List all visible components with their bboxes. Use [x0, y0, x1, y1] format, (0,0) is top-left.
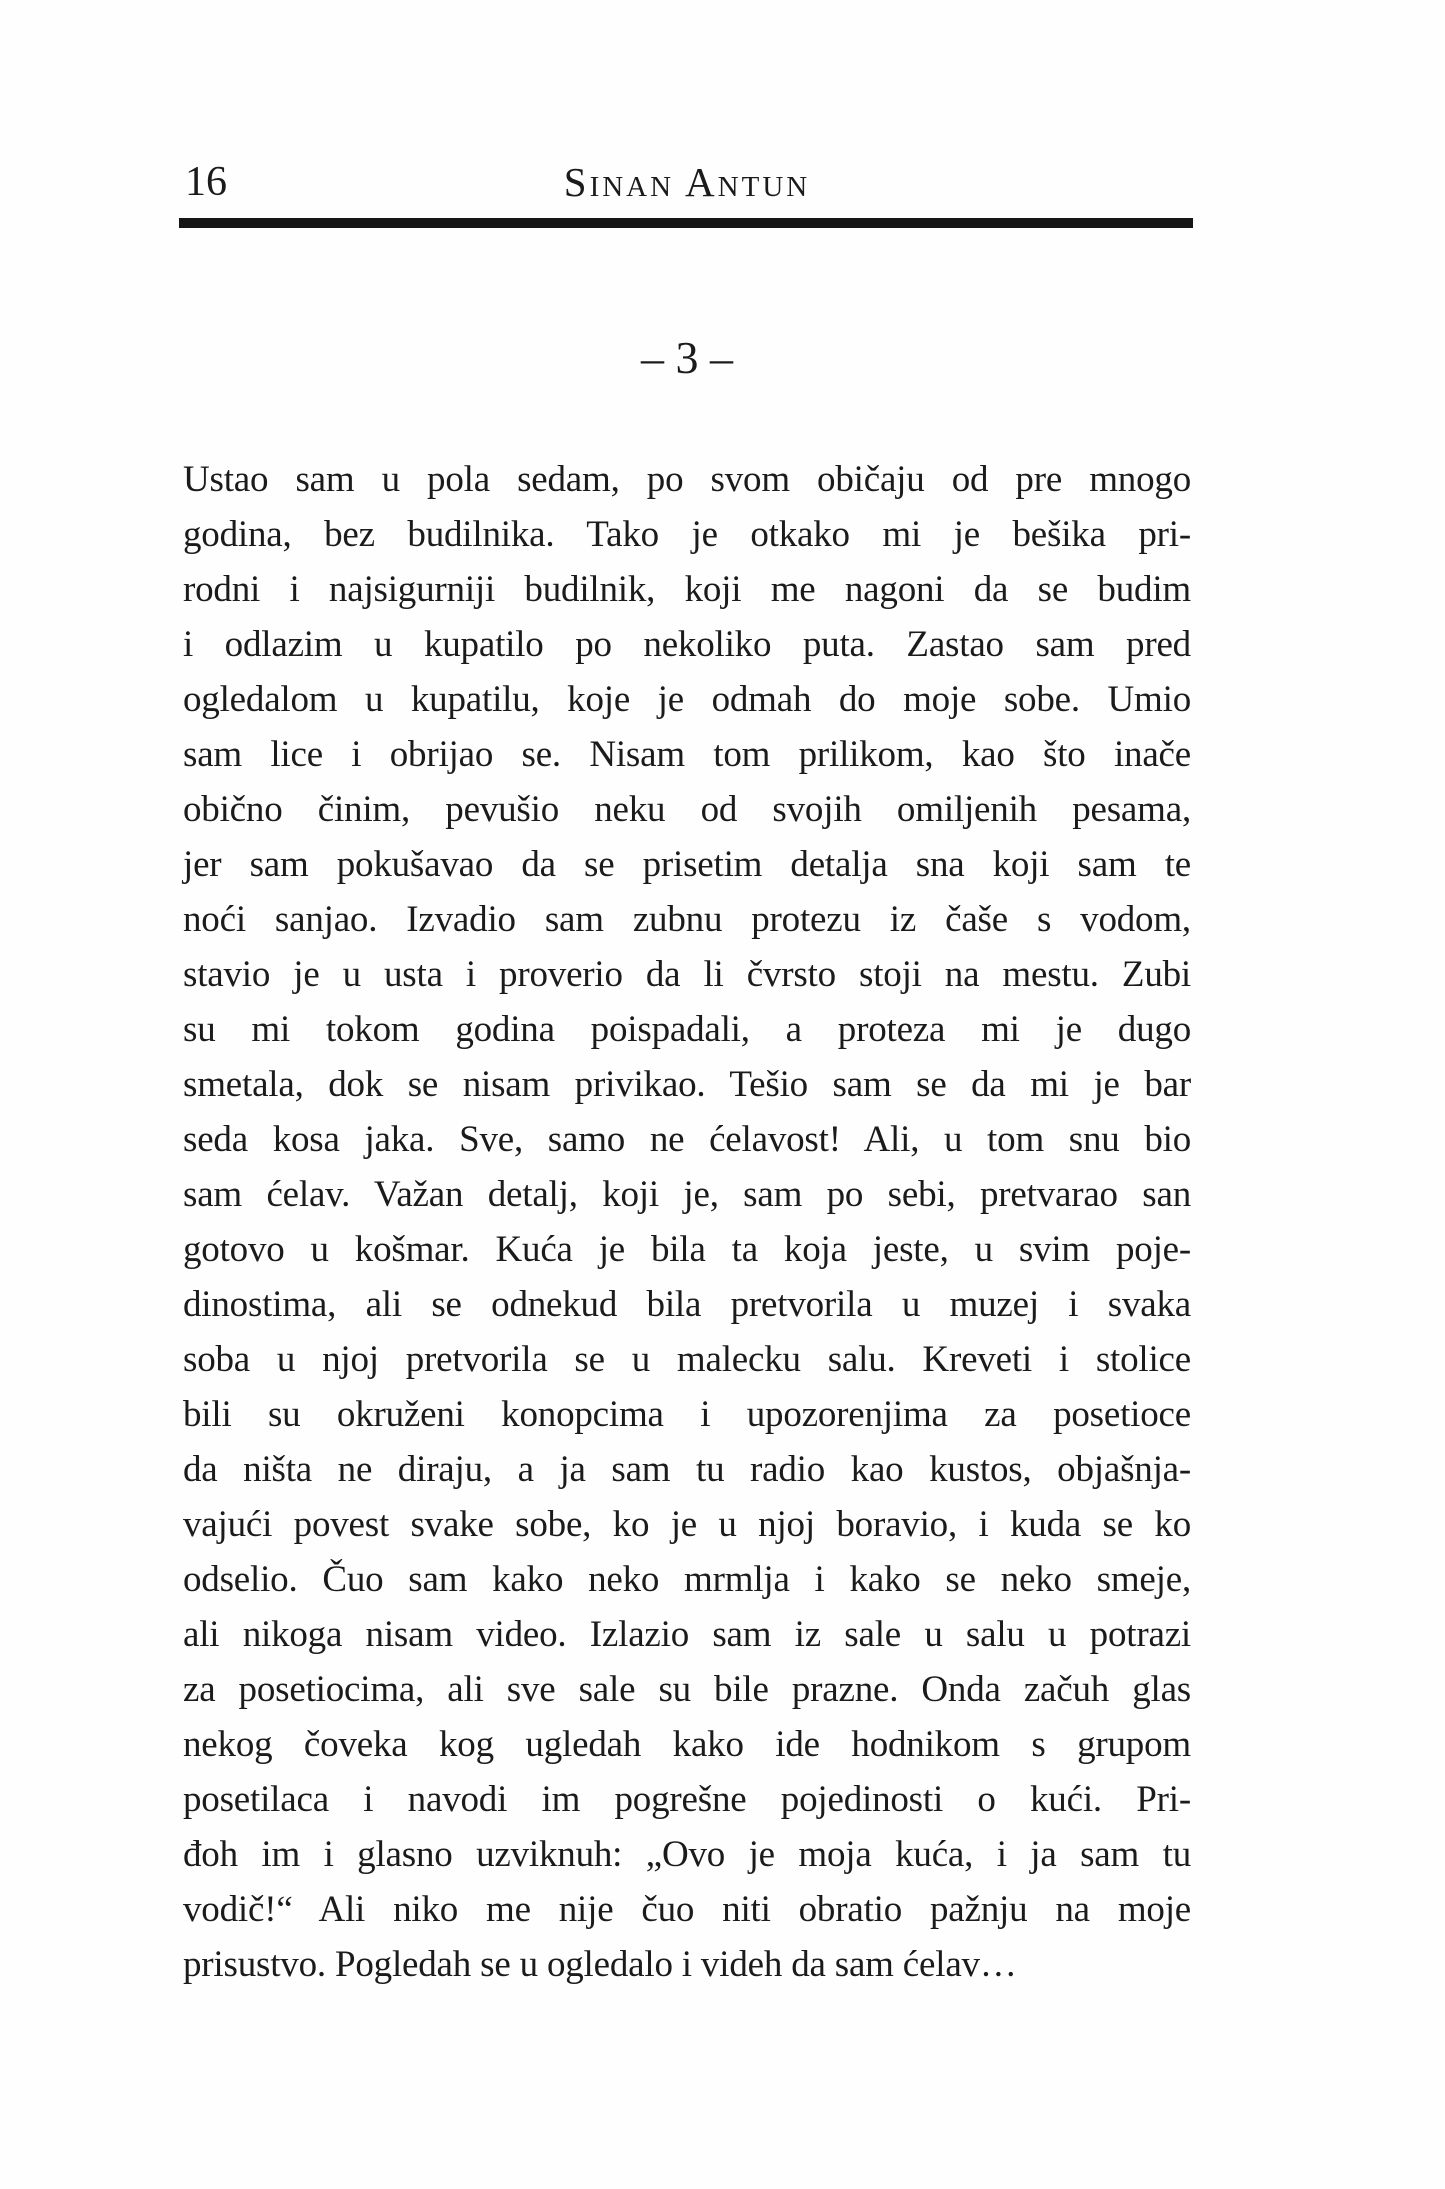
- body-line: vajući povest svake sobe, ko je u njoj boravio, i kuda se ko: [183, 1504, 1191, 1545]
- running-head: Sinan Antun: [563, 159, 811, 205]
- body-line: sam lice i obrijao se. Nisam tom prilikom, kao što inače: [183, 734, 1191, 775]
- body-line: Ustao sam u pola sedam, po svom običaju od pre mnogo: [183, 459, 1191, 500]
- body-line: dinostima, ali se odnekud bila pretvorila u muzej i svaka: [183, 1284, 1191, 1325]
- body-line: seda kosa jaka. Sve, samo ne ćelavost! Ali, u tom snu bio: [183, 1119, 1191, 1160]
- body-line: gotovo u košmar. Kuća je bila ta koja jeste, u svim poje-: [183, 1229, 1191, 1270]
- body-line: ogledalom u kupatilu, koje je odmah do moje sobe. Umio: [183, 679, 1191, 720]
- body-line: sam ćelav. Važan detalj, koji je, sam po sebi, pretvarao san: [183, 1174, 1191, 1215]
- body-line: su mi tokom godina poispadali, a proteza mi je dugo: [183, 1009, 1191, 1050]
- body-line: ali nikoga nisam video. Izlazio sam iz sale u salu u potrazi: [183, 1614, 1191, 1655]
- body-line: za posetiocima, ali sve sale su bile prazne. Onda začuh glas: [183, 1669, 1191, 1710]
- body-line: jer sam pokušavao da se prisetim detalja sna koji sam te: [183, 844, 1191, 885]
- page-header: [183, 158, 1191, 206]
- header-rule: [179, 218, 1193, 228]
- body-line: đoh im i glasno uzviknuh: „Ovo je moja kuća, i ja sam tu: [183, 1834, 1191, 1875]
- body-line: smetala, dok se nisam privikao. Tešio sam se da mi je bar: [183, 1064, 1191, 1105]
- body-line: vodič!“ Ali niko me nije čuo niti obratio pažnju na moje: [183, 1889, 1191, 1930]
- body-line: bili su okruženi konopcima i upozorenjima za posetioce: [183, 1394, 1191, 1435]
- body-line: i odlazim u kupatilo po nekoliko puta. Zastao sam pred: [183, 624, 1191, 665]
- body-line: obično činim, pevušio neku od svojih omiljenih pesama,: [183, 789, 1191, 830]
- body-line: stavio je u usta i proverio da li čvrsto stoji na mestu. Zubi: [183, 954, 1191, 995]
- body-text: [183, 452, 1191, 1992]
- body-line: prisustvo. Pogledah se u ogledalo i videh da sam ćelav…: [183, 1944, 1017, 1985]
- body-line: nekog čoveka kog ugledah kako ide hodnikom s grupom: [183, 1724, 1191, 1765]
- body-line: da ništa ne diraju, a ja sam tu radio kao kustos, objašnja-: [183, 1449, 1191, 1490]
- body-line: noći sanjao. Izvadio sam zubnu protezu iz čaše s vodom,: [183, 899, 1191, 940]
- body-line: godina, bez budilnika. Tako je otkako mi je bešika pri-: [183, 514, 1191, 555]
- page-number: 16: [185, 159, 227, 205]
- chapter-heading: – 3 –: [641, 332, 733, 383]
- body-line: odselio. Čuo sam kako neko mrmlja i kako se neko smeje,: [183, 1559, 1191, 1600]
- body-line: soba u njoj pretvorila se u malecku salu. Kreveti i stolice: [183, 1339, 1191, 1380]
- body-line: rodni i najsigurniji budilnik, koji me nagoni da se budim: [183, 569, 1191, 610]
- body-line: posetilaca i navodi im pogrešne pojedinosti o kući. Pri-: [183, 1779, 1191, 1820]
